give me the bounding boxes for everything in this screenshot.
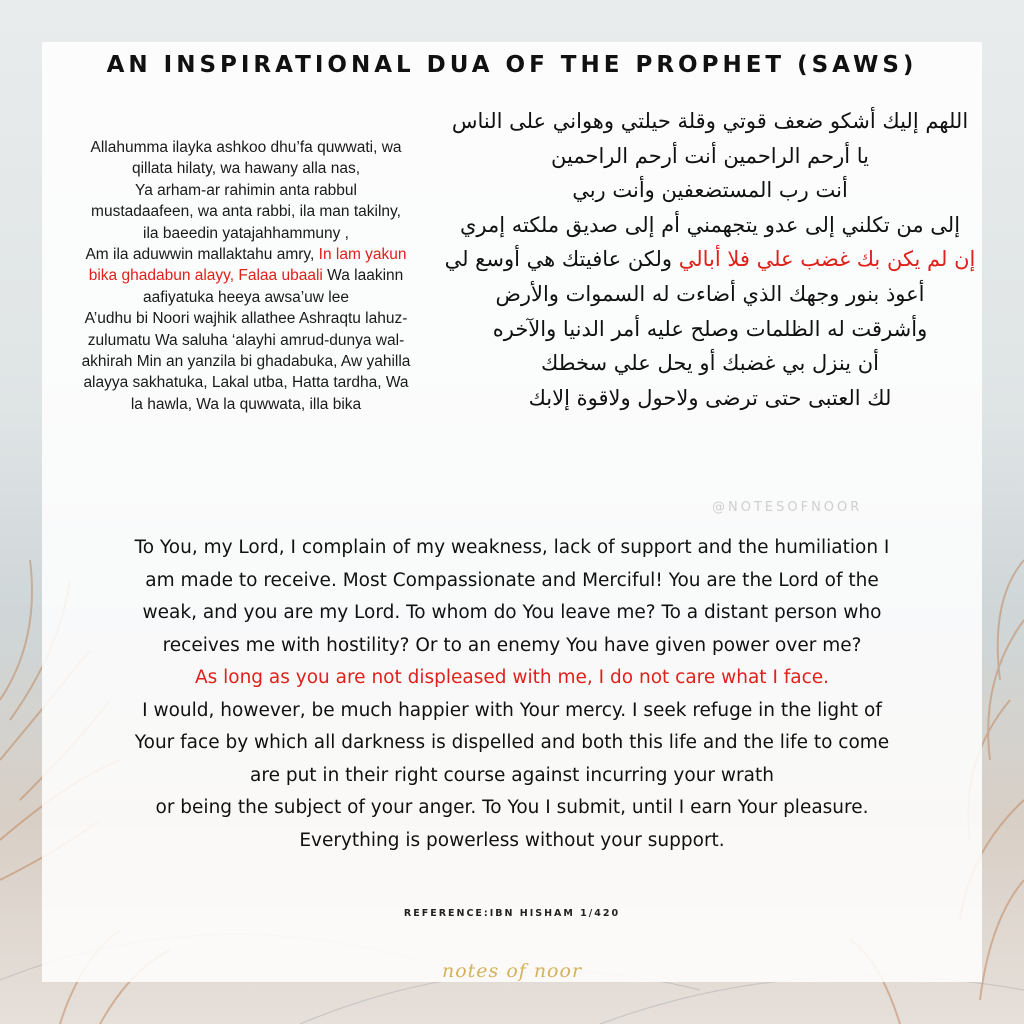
arabic-line: اللهم إليك أشكو ضعف قوتي وقلة حيلتي وهواني على الناس: [451, 109, 969, 133]
transliteration-line: la hawla, Wa la quwwata, illa bika: [130, 395, 362, 413]
transliteration-line: [50, 244, 442, 265]
transliteration-line: akhirah Min an yanzila bi ghadabuka, Aw yahilla: [81, 353, 411, 371]
translation-block: [42, 532, 982, 857]
translation-line: Everything is powerless without your support.: [299, 829, 725, 851]
transliteration-line: zulumatu Wa saluha ‘alayhi amrud-dunya wal-: [87, 331, 405, 349]
transliteration-line: mustadaafeen, wa anta rabbi, ila man takilny,: [91, 203, 401, 221]
arabic-line: وأشرقت له الظلمات وصلح عليه أمر الدنيا والآخره: [492, 316, 928, 341]
arabic-line: أن ينزل بي غضبك أو يحل علي سخطك: [541, 351, 879, 376]
arabic-line: يا أرحم الراحمين أنت أرحم الراحمين: [551, 143, 869, 168]
transliteration-line: ila baeedin yatajahhammuny ,: [143, 224, 349, 242]
reference-text: REFERENCE:IBN HISHAM 1/420: [403, 908, 621, 919]
watermark: @NOTESOFNOOR: [712, 500, 863, 515]
page-title: AN INSPIRATIONAL DUA OF THE PROPHET (SAWS): [106, 52, 918, 78]
translation-line: am made to receive. Most Compassionate and Merciful! You are the Lord of the: [145, 569, 879, 591]
text-segment: Am ila aduwwin mallaktahu amry,: [85, 246, 319, 264]
translation-line: I would, however, be much happier with Your mercy. I seek refuge in the light of: [142, 699, 882, 721]
arabic-line: أنت رب المستضعفين وأنت ربي: [572, 178, 848, 203]
transliteration-line: aafiyatuka heeya awsa’uw lee: [143, 288, 349, 306]
text-segment: ولكن عافيتك هي أوسع لي: [444, 247, 679, 272]
transliteration-line: alayya sakhatuka, Lakal utba, Hatta tardha, Wa: [83, 374, 409, 392]
translation-line: Your face by which all darkness is dispelled and both this life and the life to come: [134, 732, 890, 753]
transliteration-line: qillata hilaty, wa hawany alla nas,: [131, 160, 361, 178]
transliteration-line: A’udhu bi Noori wajhik allathee Ashraqtu lahuz-: [84, 310, 408, 328]
signature-logo: notes of noor: [441, 960, 583, 982]
highlighted-text: إن لم يكن بك غضب علي فلا أبالي: [678, 247, 976, 272]
arabic-text-block: [440, 104, 980, 415]
transliteration-line: Allahumma ilayka ashkoo dhu’fa quwwati, wa: [90, 139, 402, 156]
transliteration-block: [50, 137, 442, 415]
arabic-line: إلى من تكلني إلى عدو يتجهمني أم إلى صديق ملكته إمري: [459, 212, 961, 237]
translation-line: receives me with hostility? Or to an enemy You have given power over me?: [162, 634, 862, 656]
translation-line: or being the subject of your anger. To You I submit, until I earn Your pleasure.: [155, 797, 869, 818]
arabic-line: أعوذ بنور وجهك الذي أضاءت له السموات والأرض: [495, 281, 925, 306]
translation-line: weak, and you are my Lord. To whom do You leave me? To a distant person who: [142, 602, 882, 623]
arabic-line: لك العتبى حتى ترضى ولاحول ولاقوة إلابك: [528, 385, 892, 410]
text-segment: Wa laakinn: [322, 267, 404, 285]
content-card: [42, 42, 982, 982]
arabic-line: [440, 242, 980, 277]
transliteration-line: [50, 265, 442, 286]
highlighted-text: bika ghadabun alayy, Falaa ubaali: [88, 267, 323, 285]
translation-line: are put in their right course against incurring your wrath: [250, 764, 774, 786]
translation-line: As long as you are not displeased with me, I do not care what I face.: [194, 667, 830, 688]
transliteration-line: Ya arham-ar rahimin anta rabbul: [135, 181, 357, 199]
translation-line: To You, my Lord, I complain of my weakness, lack of support and the humiliation I: [134, 537, 890, 558]
highlighted-text: In lam yakun: [318, 246, 407, 264]
